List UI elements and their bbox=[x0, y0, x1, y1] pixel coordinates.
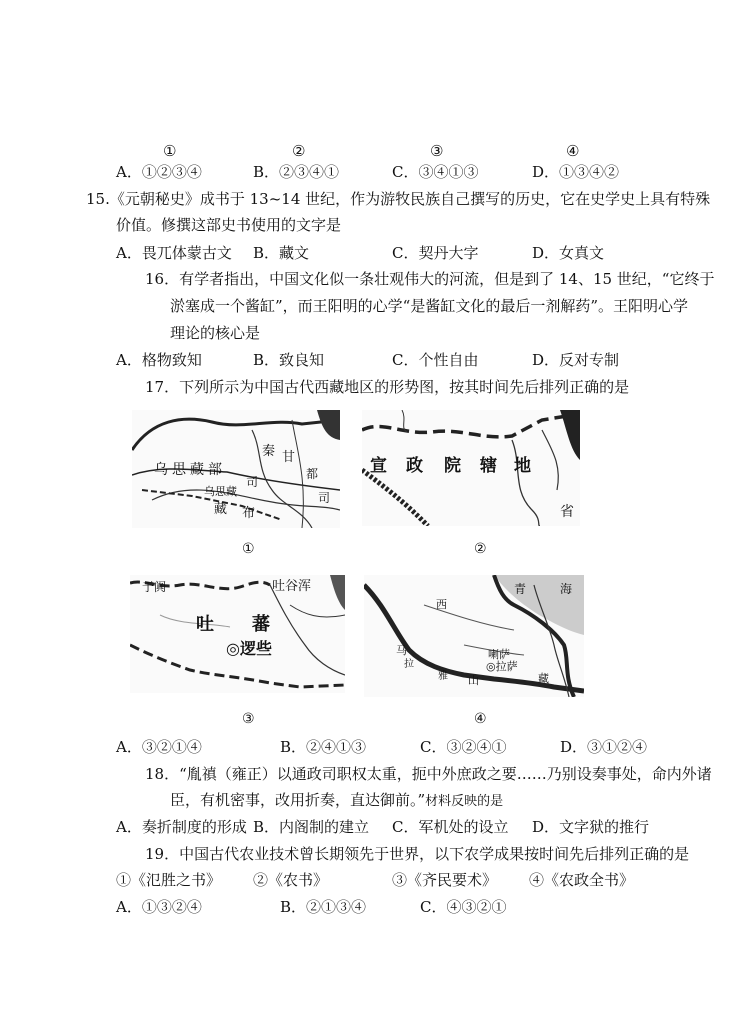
q17-option-d[interactable]: D．③①②④ bbox=[560, 738, 648, 756]
map-3-tibet-tang bbox=[130, 575, 345, 693]
map2-label-xuan: 宣 bbox=[370, 456, 387, 476]
map2-label-sheng: 省 bbox=[560, 504, 574, 520]
map3-label-luoxie: ◎逻些 bbox=[226, 639, 272, 658]
map-1-caption: ① bbox=[242, 541, 255, 557]
q18-quote-end: 臣，有机密事，改用折奏，直达御前。” bbox=[170, 791, 426, 809]
q17-option-a[interactable]: A．③②①④ bbox=[116, 738, 202, 756]
map2-label-xia: 辖 bbox=[480, 456, 497, 476]
map3-label-tuyuhun: 吐谷浑 bbox=[272, 579, 312, 594]
map1-label-si2: 司 bbox=[246, 475, 259, 489]
map4-label-hai: 海 bbox=[560, 582, 573, 596]
map4-label-zang: 藏 bbox=[538, 672, 549, 685]
map1-label-zang: 藏 bbox=[190, 462, 204, 478]
map1-label-bu: 部 bbox=[208, 462, 222, 478]
map3-label-tu: 吐 bbox=[196, 614, 214, 635]
map-4-caption: ④ bbox=[474, 711, 487, 727]
map2-label-zheng: 政 bbox=[406, 456, 423, 476]
q15-option-a[interactable]: A．畏兀体蒙古文 bbox=[116, 244, 232, 262]
map4-label-lasa: ◎拉萨 bbox=[486, 660, 518, 673]
map4-label-qing: 青 bbox=[514, 582, 527, 596]
map3-label-yutian: 于阗 bbox=[142, 580, 167, 594]
q19-item-4: ④《农政全书》 bbox=[529, 871, 635, 889]
q15-option-c[interactable]: C．契丹大字 bbox=[392, 244, 479, 262]
q16-option-d[interactable]: D．反对专制 bbox=[532, 351, 620, 369]
q19-item-3: ③《齐民要术》 bbox=[392, 871, 498, 889]
q18-stem-line1: 18．“胤禛（雍正）以通政司职权太重，扼中外庶政之要……乃别设奏事处，命内外诸 bbox=[145, 765, 712, 783]
q16-option-b[interactable]: B．致良知 bbox=[253, 351, 325, 369]
map1-label-wusizang-city: 乌思藏 bbox=[204, 485, 237, 498]
q16-stem-line1: 16．有学者指出，中国文化似一条壮观伟大的河流，但是到了 14、15 世纪，“它终于 bbox=[145, 270, 715, 288]
q14-label-2: ② bbox=[292, 142, 306, 160]
q14-option-a[interactable]: A．①②③④ bbox=[116, 163, 202, 181]
q18-option-d[interactable]: D．文字狱的推行 bbox=[532, 818, 650, 836]
map1-label-du: 都 bbox=[306, 467, 319, 481]
map2-label-di: 地 bbox=[514, 456, 531, 476]
q19-item-1: ①《氾胜之书》 bbox=[116, 871, 222, 889]
q14-option-d[interactable]: D．①③④② bbox=[532, 163, 620, 181]
map2-label-yuan: 院 bbox=[444, 456, 461, 476]
q14-label-1: ① bbox=[163, 142, 177, 160]
map1-label-bu2: 布 bbox=[242, 506, 256, 521]
q19-option-b[interactable]: B．②①③④ bbox=[280, 898, 367, 916]
q16-stem-line2: 淤塞成一个酱缸”，而王阳明的心学“是酱缸文化的最后一剂解药”。王阳明心学 bbox=[170, 297, 689, 315]
map4-label-shan: 山 bbox=[468, 674, 479, 687]
q15-stem-line1: 15.《元朝秘史》成书于 13~14 世纪，作为游牧民族自己撰写的历史，它在史学史上具有特殊 bbox=[86, 190, 711, 208]
q19-item-2: ②《农书》 bbox=[253, 871, 329, 889]
map-2-drawing bbox=[362, 410, 580, 526]
q19-stem: 19．中国古代农业技术曾长期领先于世界，以下农学成果按时间先后排列正确的是 bbox=[145, 845, 690, 863]
q14-label-3: ③ bbox=[430, 142, 444, 160]
q15-stem-line2: 价值。修撰这部史书使用的文字是 bbox=[116, 216, 342, 234]
map1-label-gan: 甘 bbox=[282, 450, 296, 465]
map1-label-qin: 秦 bbox=[262, 444, 276, 459]
q15-option-d[interactable]: D．女真文 bbox=[532, 244, 605, 262]
q19-option-c[interactable]: C．④③②① bbox=[420, 898, 507, 916]
map4-label-la: 拉 bbox=[404, 659, 414, 670]
q17-stem: 17．下列所示为中国古代西藏地区的形势图，按其时间先后排列正确的是 bbox=[145, 378, 630, 396]
q14-label-4: ④ bbox=[566, 142, 580, 160]
map1-label-zang2: 藏 bbox=[214, 502, 228, 517]
map4-label-lasa-old: 喇萨 bbox=[488, 648, 510, 661]
q17-option-b[interactable]: B．②④①③ bbox=[280, 738, 367, 756]
q14-option-c[interactable]: C．③④①③ bbox=[392, 163, 479, 181]
map-2-caption: ② bbox=[474, 541, 487, 557]
map4-label-ma: 马 bbox=[396, 644, 407, 657]
q15-option-b[interactable]: B．藏文 bbox=[253, 244, 310, 262]
map4-label-xi: 西 bbox=[436, 598, 447, 611]
q16-stem-line3: 理论的核心是 bbox=[170, 324, 261, 342]
q16-option-a[interactable]: A．格物致知 bbox=[116, 351, 202, 369]
q19-option-a[interactable]: A．①③②④ bbox=[116, 898, 202, 916]
q14-option-b[interactable]: B．②③④① bbox=[253, 163, 340, 181]
q18-option-b[interactable]: B．内阁制的建立 bbox=[253, 818, 370, 836]
q18-stem-line2 bbox=[170, 790, 503, 812]
map-1-tibet-ming bbox=[132, 410, 340, 528]
map1-label-si3: 司 bbox=[318, 491, 331, 505]
q17-option-c[interactable]: C．③②④① bbox=[420, 738, 507, 756]
q18-question: 材料反映的是 bbox=[425, 794, 504, 809]
q18-option-c[interactable]: C．军机处的设立 bbox=[392, 818, 509, 836]
q16-option-c[interactable]: C．个性自由 bbox=[392, 351, 479, 369]
map1-label-si: 思 bbox=[172, 462, 186, 478]
map-3-caption: ③ bbox=[242, 711, 255, 727]
q18-option-a[interactable]: A．奏折制度的形成 bbox=[116, 818, 247, 836]
map3-label-bo: 蕃 bbox=[252, 614, 270, 635]
map4-label-ya: 雅 bbox=[438, 671, 448, 682]
map1-label-wu: 乌 bbox=[154, 462, 168, 478]
map-2-tibet-yuan bbox=[362, 410, 580, 526]
map-4-tibet-qing bbox=[364, 575, 584, 697]
